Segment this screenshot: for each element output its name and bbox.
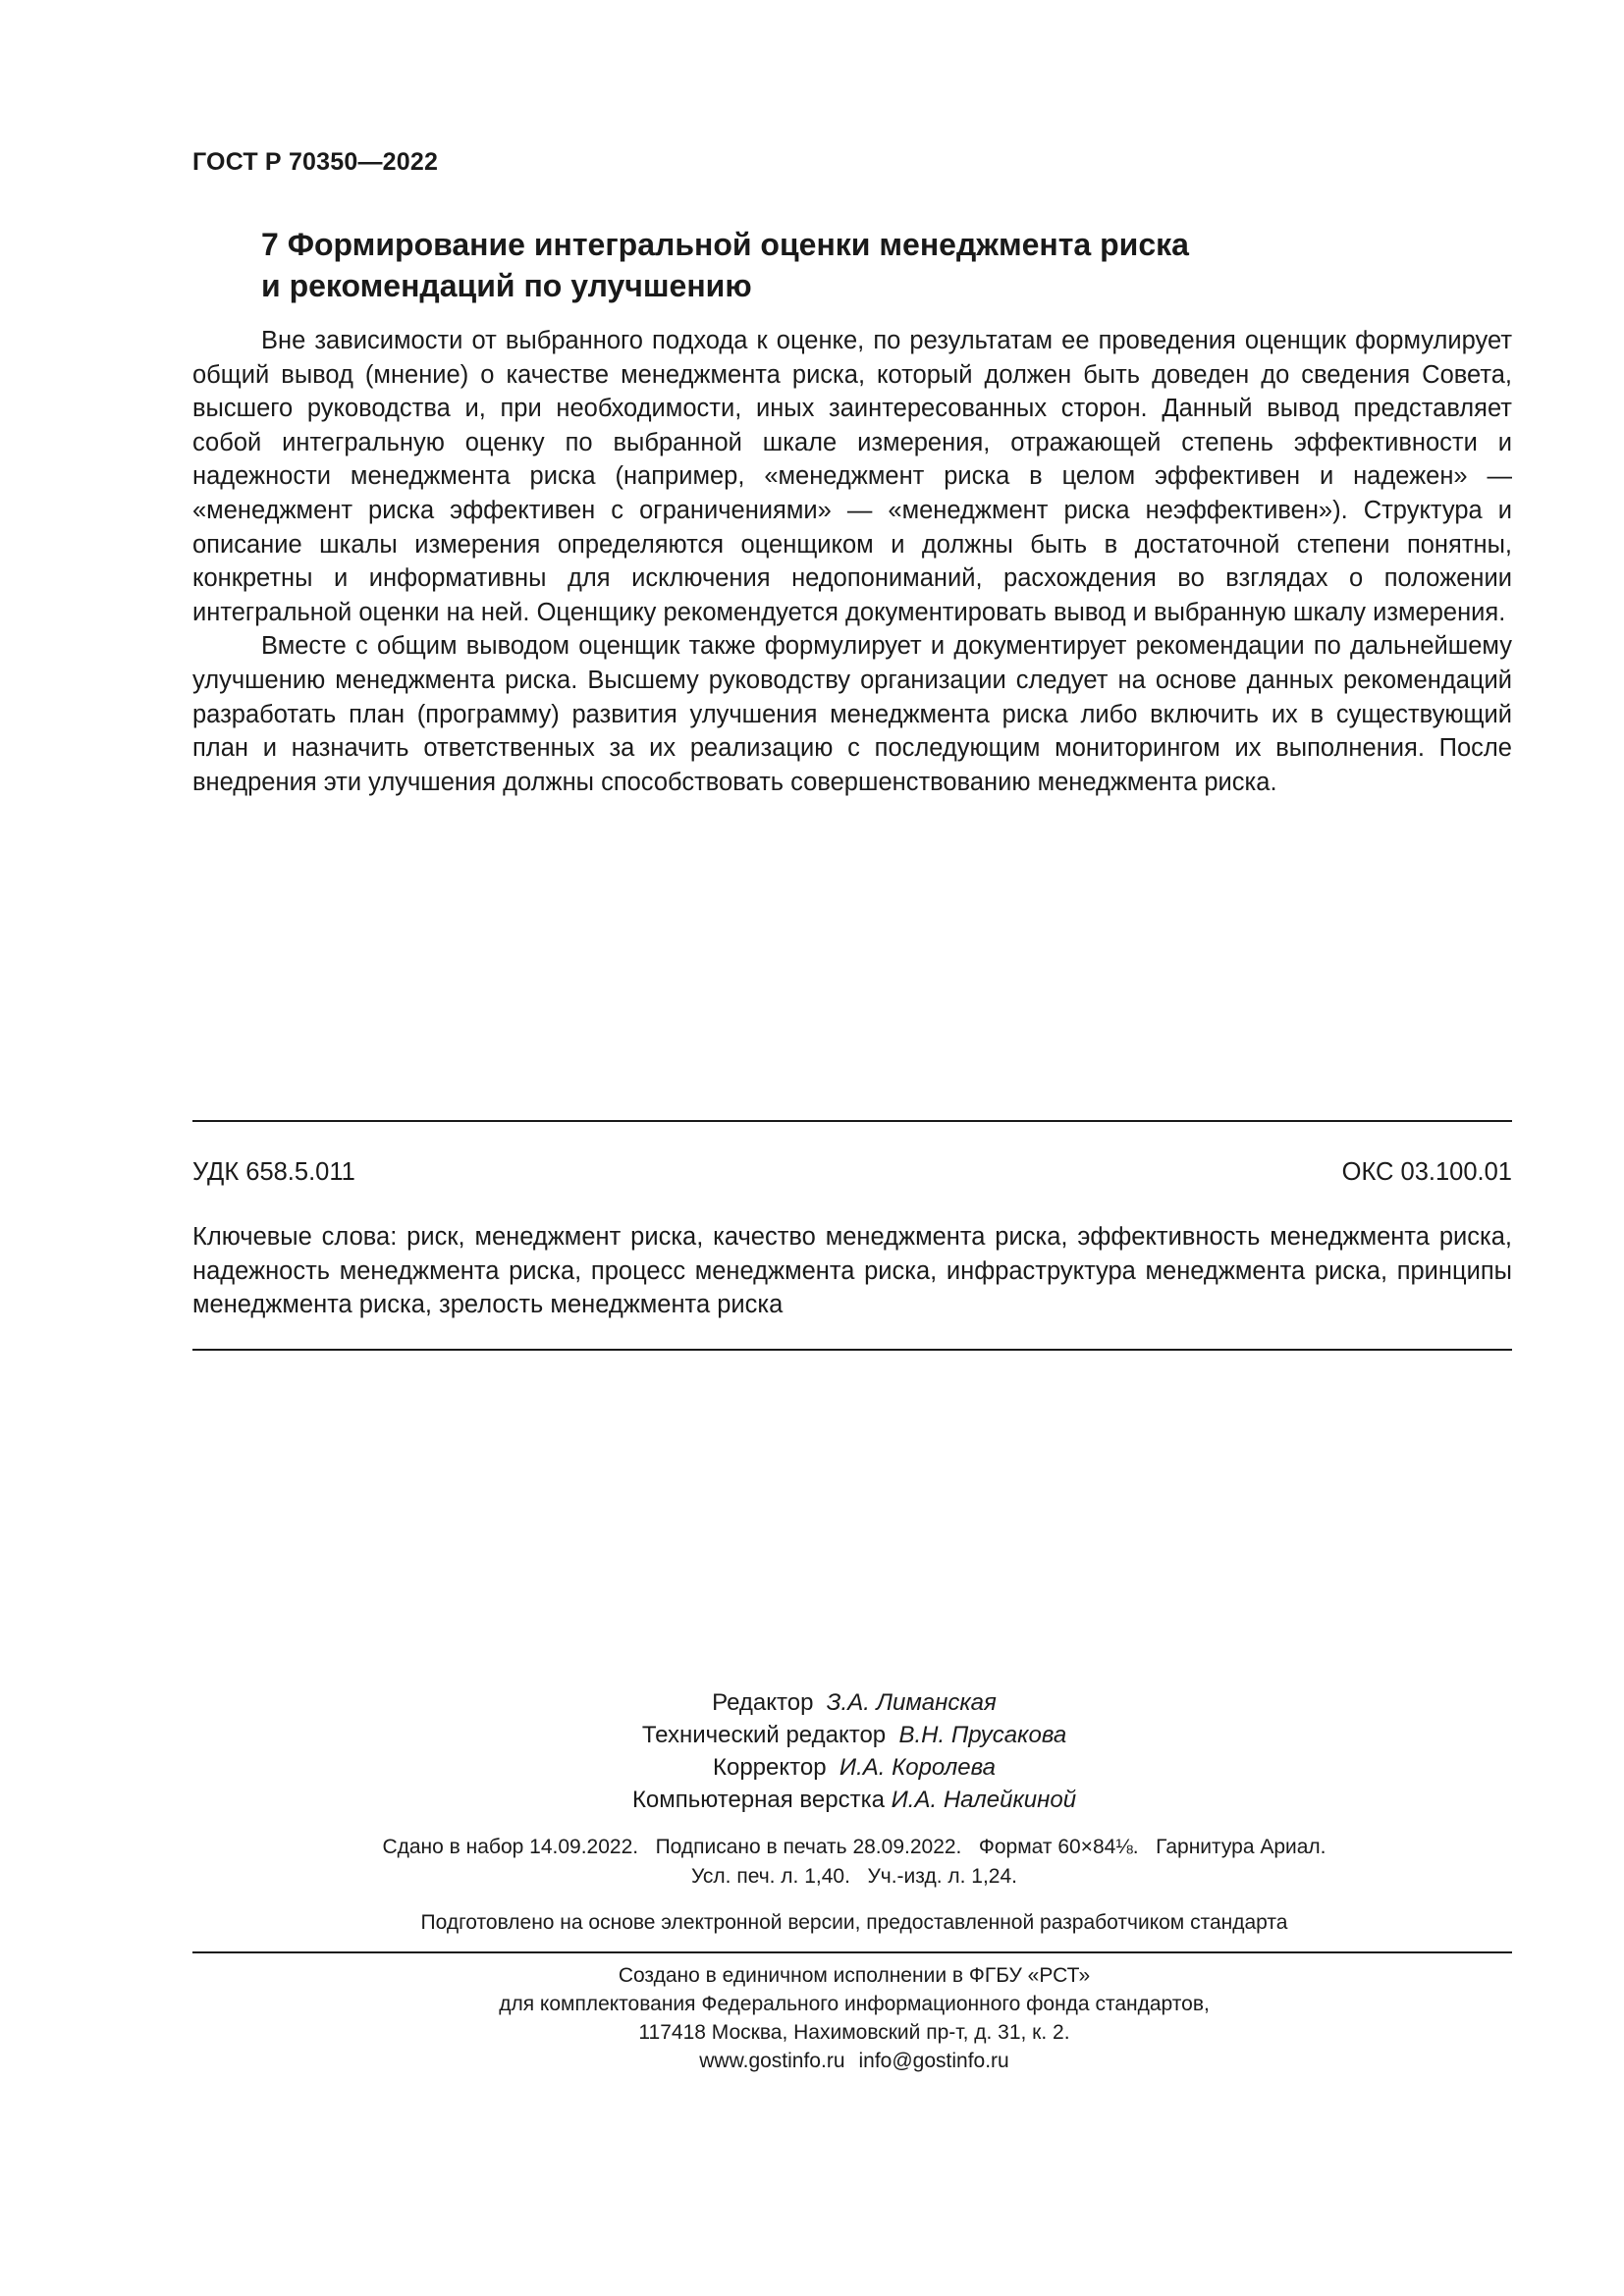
keywords: Ключевые слова: риск, менеджмент риска, качество менеджмента риска, эффективность менеджмента риска, надежность менеджмента риска, процесс менеджмента риска, инфраструктура менеджмента риска, принципы менеджмента риска, зрелость менеджмента риска — [192, 1223, 1512, 1319]
body-paragraph-1: Вне зависимости от выбранного подхода к оценке, по результатам ее проведения оценщик формулирует общий вывод (мнение) о качестве менеджмента риска, который должен быть доведен до сведения Совета, высшего руководства и, при необходимости, иных заинтересованных сторон. Данный вывод представляет собой интегральную оценку по выбранной шкале измерения, отражающей степень эффективности и надежности менеджмента риска (например, «менеджмент риска в целом эффективен и надежен» — «менеджмент риска эффективен с ограничениями» — «менеджмент риска неэффективен»). Структура и описание шкалы измерения определяются оценщиком и должны быть в достаточной степени понятны, конкретны и информативны для исключения недопониманий, расхождения во взглядах о положении интегральной оценки на ней. Оценщику рекомендуется документировать вывод и выбранную шкалу измерения. — [192, 327, 1512, 626]
print-info-line-1: Сдано в набор 14.09.2022. Подписано в печать 28.09.2022. Формат 60×84⅛. Гарнитура Ариал. — [382, 1836, 1326, 1858]
credit-name: В.Н. Прусакова — [898, 1722, 1067, 1748]
document-header: ГОСТ Р 70350—2022 — [192, 148, 439, 176]
website-link[interactable]: www.gostinfo.ru — [699, 2050, 845, 2072]
footer-line-3: 117418 Москва, Нахимовский пр-т, д. 31, к. 2. — [638, 2021, 1070, 2044]
credit-role: Компьютерная верстка — [631, 1787, 885, 1813]
credit-role: Корректор — [713, 1754, 827, 1781]
divider-top — [192, 1120, 1512, 1122]
credit-name: И.А. Королева — [839, 1754, 996, 1781]
print-info — [295, 1833, 1414, 1892]
footer-line-1: Создано в единичном исполнении в ФГБУ «РСТ» — [618, 1964, 1091, 1987]
credit-layout — [393, 1784, 1316, 1816]
credit-editor — [393, 1686, 1316, 1719]
section-title — [261, 224, 1439, 306]
publisher-footer — [295, 1961, 1414, 2075]
divider-keywords — [192, 1349, 1512, 1351]
credit-name: И.А. Налейкиной — [891, 1787, 1077, 1813]
section-body — [192, 324, 1512, 799]
credits-block — [393, 1686, 1316, 1816]
footer-line-2: для комплектования Федерального информационного фонда стандартов, — [499, 1993, 1210, 2015]
credit-name: З.А. Лиманская — [826, 1689, 997, 1716]
oks-code: ОКС 03.100.01 — [1341, 1158, 1512, 1186]
footer-links — [295, 2047, 1414, 2075]
udk-code: УДК 658.5.011 — [192, 1158, 355, 1186]
credit-role: Редактор — [712, 1689, 814, 1716]
body-paragraph-2: Вместе с общим выводом оценщик также формулирует и документирует рекомендации по дальнейшему улучшению менеджмента риска. Высшему руководству организации следует на основе данных рекомендаций разработать план (программу) развития улучшения менеджмента риска либо включить их в существующий план и назначить ответственных за их реализацию с последующим мониторингом их выполнения. После внедрения эти улучшения должны способствовать совершенствованию менеджмента риска. — [192, 632, 1512, 796]
section-title-line-1: 7 Формирование интегральной оценки менеджмента риска — [261, 227, 1189, 262]
print-info-line-2: Усл. печ. л. 1,40. Уч.-изд. л. 1,24. — [690, 1865, 1017, 1888]
divider-footer — [192, 1951, 1512, 1953]
email-link[interactable]: info@gostinfo.ru — [858, 2050, 1009, 2072]
credit-proofreader — [393, 1751, 1316, 1784]
credit-tech-editor — [393, 1719, 1316, 1751]
section-title-line-2: и рекомендаций по улучшению — [261, 268, 752, 303]
prepared-note: Подготовлено на основе электронной версии, предоставленной разработчиком стандарта — [420, 1911, 1288, 1934]
credit-role: Технический редактор — [641, 1722, 887, 1748]
